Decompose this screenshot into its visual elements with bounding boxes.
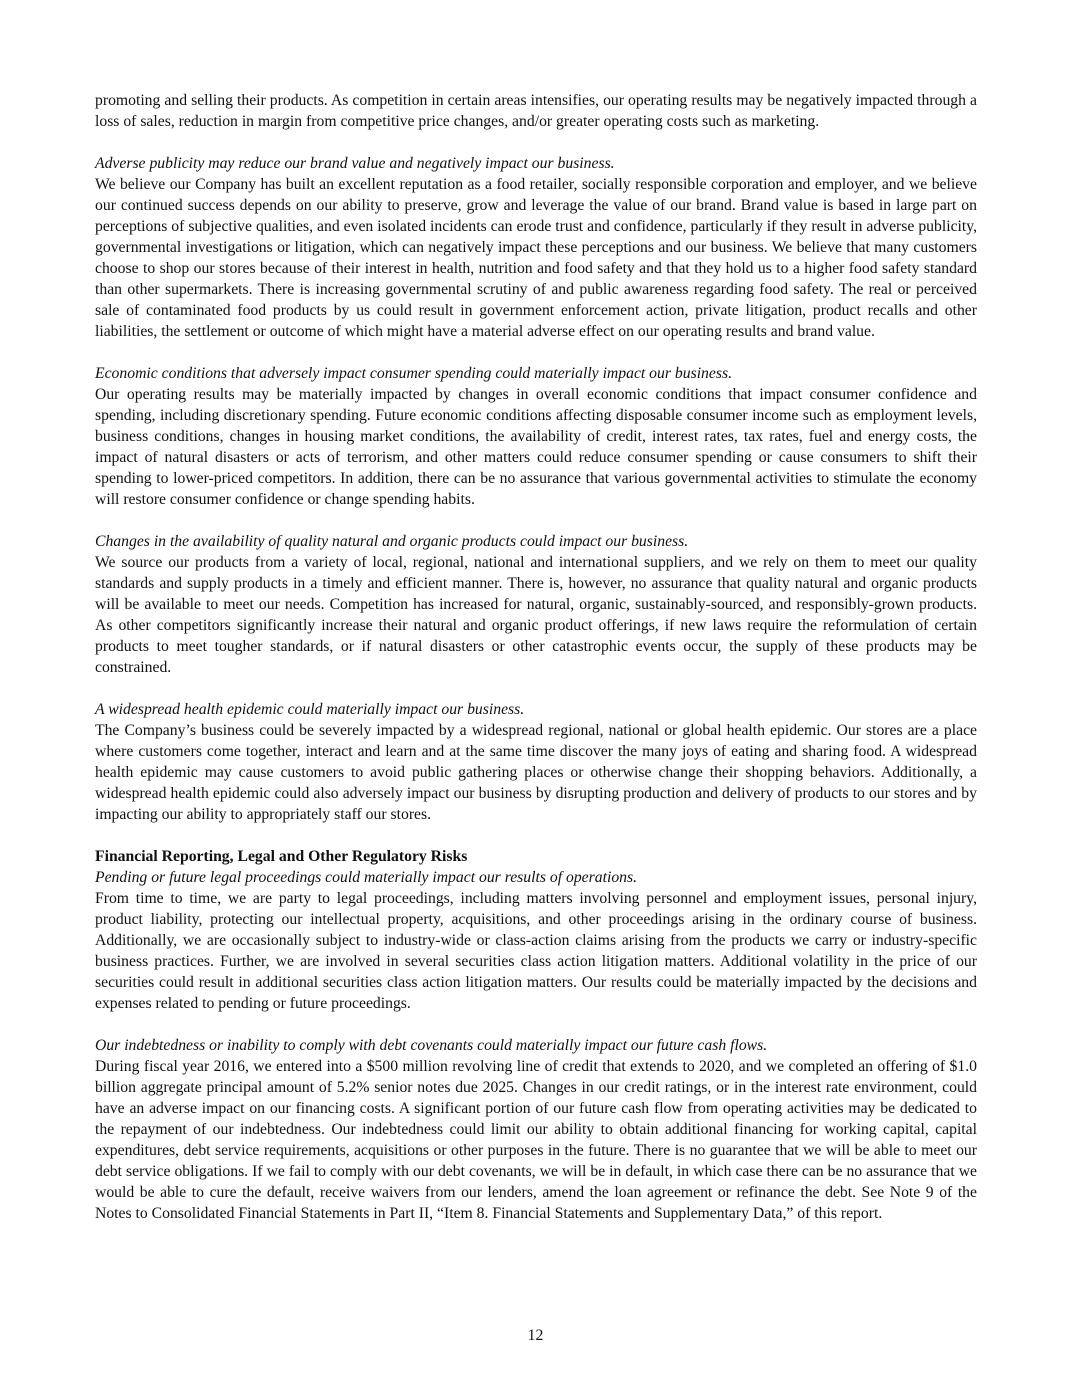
risk-heading: Adverse publicity may reduce our brand value and negatively impact our business. [95,155,615,172]
risk-heading: Economic conditions that adversely impact consumer spending could materially impact our business. [95,365,732,382]
risk-heading: Pending or future legal proceedings could materially impact our results of operations. [95,869,638,886]
intro-paragraph: promoting and selling their products. As competition in certain areas intensifies, our operating results may be negatively impacted through a loss of sales, reduction in margin from competitive price changes, and/or greater operating costs such as marketing. [95,92,977,130]
section-title: Financial Reporting, Legal and Other Regulatory Risks [95,848,468,865]
risk-health-epidemic [95,699,977,825]
risk-body: We source our products from a variety of local, regional, national and international suppliers, and we rely on them to meet our quality standards and supply products in a timely and efficient manner. There is, however, no assurance that quality natural and organic products will be available to meet our needs. Competition has increased for natural, organic, sustainably-sourced, and responsibly-grown products. As other competitors significantly increase their natural and organic product offerings, if new laws require the reformulation of certain products to meet tougher standards, or if natural disasters or other catastrophic events occur, the supply of these products may be constrained. [95,554,977,676]
risk-body: From time to time, we are party to legal proceedings, including matters involving personnel and employment issues, personal injury, product liability, protecting our intellectual property, acquisitions, and other proceedings arising in the ordinary course of business. Additionally, we are occasionally subject to industry-wide or class-action claims arising from the products we carry or industry-specific business practices. Further, we are involved in several securities class action litigation matters. Additional volatility in the price of our securities could result in additional securities class action litigation matters. Our results could be materially impacted by the decisions and expenses related to pending or future proceedings. [95,890,977,1012]
intro-block [95,90,977,132]
risk-adverse-publicity [95,153,977,342]
risk-body: The Company’s business could be severely impacted by a widespread regional, national or global health epidemic. Our stores are a place where customers come together, interact and learn and at the same time discover the many joys of eating and sharing food. A widespread health epidemic may cause customers to avoid public gathering places or otherwise change their shopping behaviors. Additionally, a widespread health epidemic could also adversely impact our business by disrupting production and delivery of products to our stores and by impacting our ability to appropriately staff our stores. [95,722,977,823]
risk-economic-conditions [95,363,977,510]
risk-indebtedness [95,1035,977,1224]
risk-heading: Changes in the availability of quality natural and organic products could impact our business. [95,533,689,550]
risk-product-availability [95,531,977,678]
risk-body: We believe our Company has built an excellent reputation as a food retailer, socially responsible corporation and employer, and we believe our continued success depends on our ability to preserve, grow and leverage the value of our brand. Brand value is based in large part on perceptions of subjective qualities, and even isolated incidents can erode trust and confidence, particularly if they result in adverse publicity, governmental investigations or litigation, which can negatively impact these perceptions and our business. We believe that many customers choose to shop our stores because of their interest in health, nutrition and food safety and that they hold us to a higher food safety standard than other supermarkets. There is increasing governmental scrutiny of and public awareness regarding food safety. The real or perceived sale of contaminated food products by us could result in government enforcement action, private litigation, product recalls and other liabilities, the settlement or outcome of which might have a material adverse effect on our operating results and brand value. [95,176,977,340]
risk-body: Our operating results may be materially impacted by changes in overall economic conditions that impact consumer confidence and spending, including discretionary spending. Future economic conditions affecting disposable consumer income such as employment levels, business conditions, changes in housing market conditions, the availability of credit, interest rates, tax rates, fuel and energy costs, the impact of natural disasters or acts of terrorism, and other matters could reduce consumer spending or cause consumers to shift their spending to lower-priced competitors. In addition, there can be no assurance that various governmental activities to stimulate the economy will restore consumer confidence or change spending habits. [95,386,977,508]
risk-heading: Our indebtedness or inability to comply with debt covenants could materially impact our future cash flows. [95,1037,768,1054]
risk-legal-proceedings [95,846,977,1014]
risk-body: During fiscal year 2016, we entered into a $500 million revolving line of credit that extends to 2020, and we completed an offering of $1.0 billion aggregate principal amount of 5.2% senior notes due 2025. Changes in our credit ratings, or in the interest rate environment, could have an adverse impact on our financing costs. A significant portion of our future cash flow from operating activities may be dedicated to the repayment of our indebtedness. Our indebtedness could limit our ability to obtain additional financing for working capital, capital expenditures, debt service requirements, acquisitions or other purposes in the future. There is no guarantee that we will be able to meet our debt service obligations. If we fail to comply with our debt covenants, we will be in default, in which case there can be no assurance that we would be able to cure the default, receive waivers from our lenders, amend the loan agreement or refinance the debt. See Note 9 of the Notes to Consolidated Financial Statements in Part II, “Item 8. Financial Statements and Supplementary Data,” of this report. [95,1058,977,1222]
risk-heading: A widespread health epidemic could materially impact our business. [95,701,525,718]
page-number: 12 [527,1327,544,1344]
document-page [95,90,977,1245]
